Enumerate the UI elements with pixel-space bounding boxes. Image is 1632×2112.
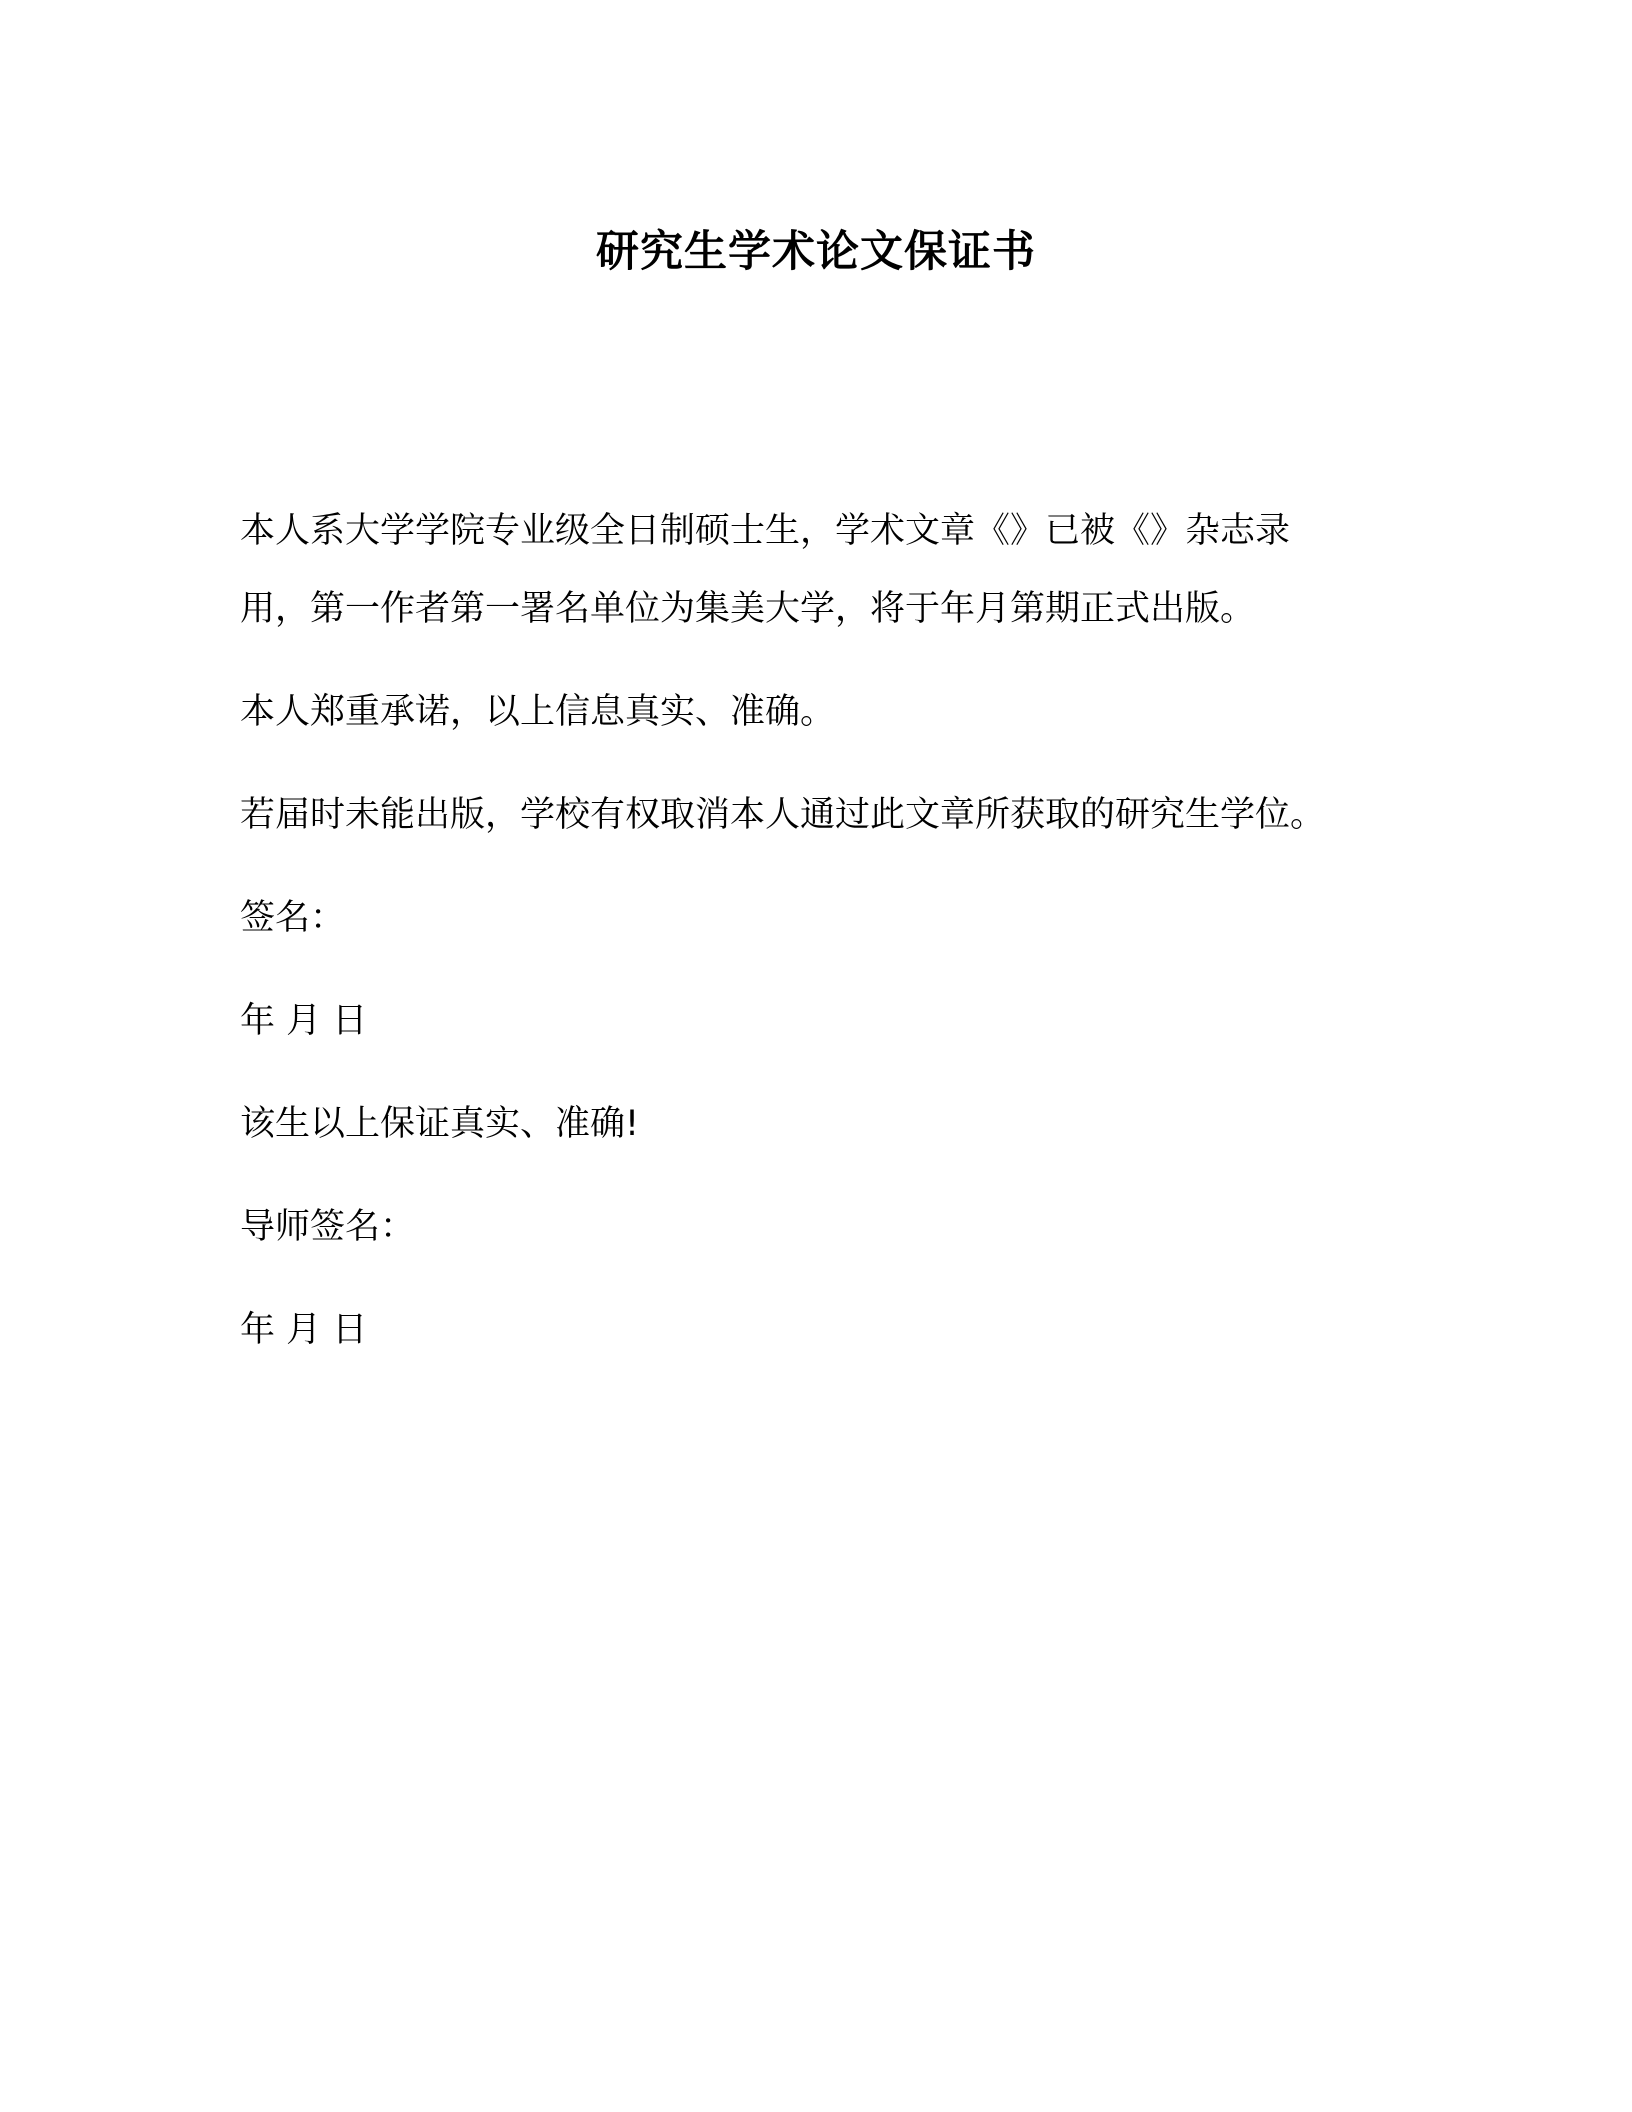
advisor-date-paragraph (240, 1291, 1390, 1369)
student-signature-paragraph (240, 879, 1390, 957)
promise-paragraph (240, 673, 1390, 751)
consequence-paragraph (240, 776, 1390, 854)
student-date-paragraph (240, 982, 1390, 1060)
student-date: 年 月 日 (240, 1001, 368, 1041)
statement-paragraph (240, 492, 1390, 648)
student-signature-label: 签名： (240, 898, 346, 938)
advisor-signature-paragraph (240, 1188, 1390, 1266)
promise-text: 本人郑重承诺，以上信息真实、准确。 (240, 692, 836, 732)
advisor-confirmation-paragraph (240, 1085, 1390, 1163)
advisor-confirmation: 该生以上保证真实、准确! (240, 1104, 640, 1144)
statement-line-1: 本人系大学学院专业级全日制硕士生，学术文章《》已被《》杂志录 (240, 511, 1291, 551)
document-body (240, 492, 1390, 1369)
advisor-signature-label: 导师签名： (240, 1207, 416, 1247)
consequence-text: 若届时未能出版，学校有权取消本人通过此文章所获取的研究生学位。 (240, 795, 1326, 835)
document-title: 研究生学术论文保证书 (596, 227, 1036, 277)
statement-line-2: 用，第一作者第一署名单位为集美大学，将于年月第期正式出版。 (240, 589, 1256, 629)
advisor-date: 年 月 日 (240, 1310, 368, 1350)
